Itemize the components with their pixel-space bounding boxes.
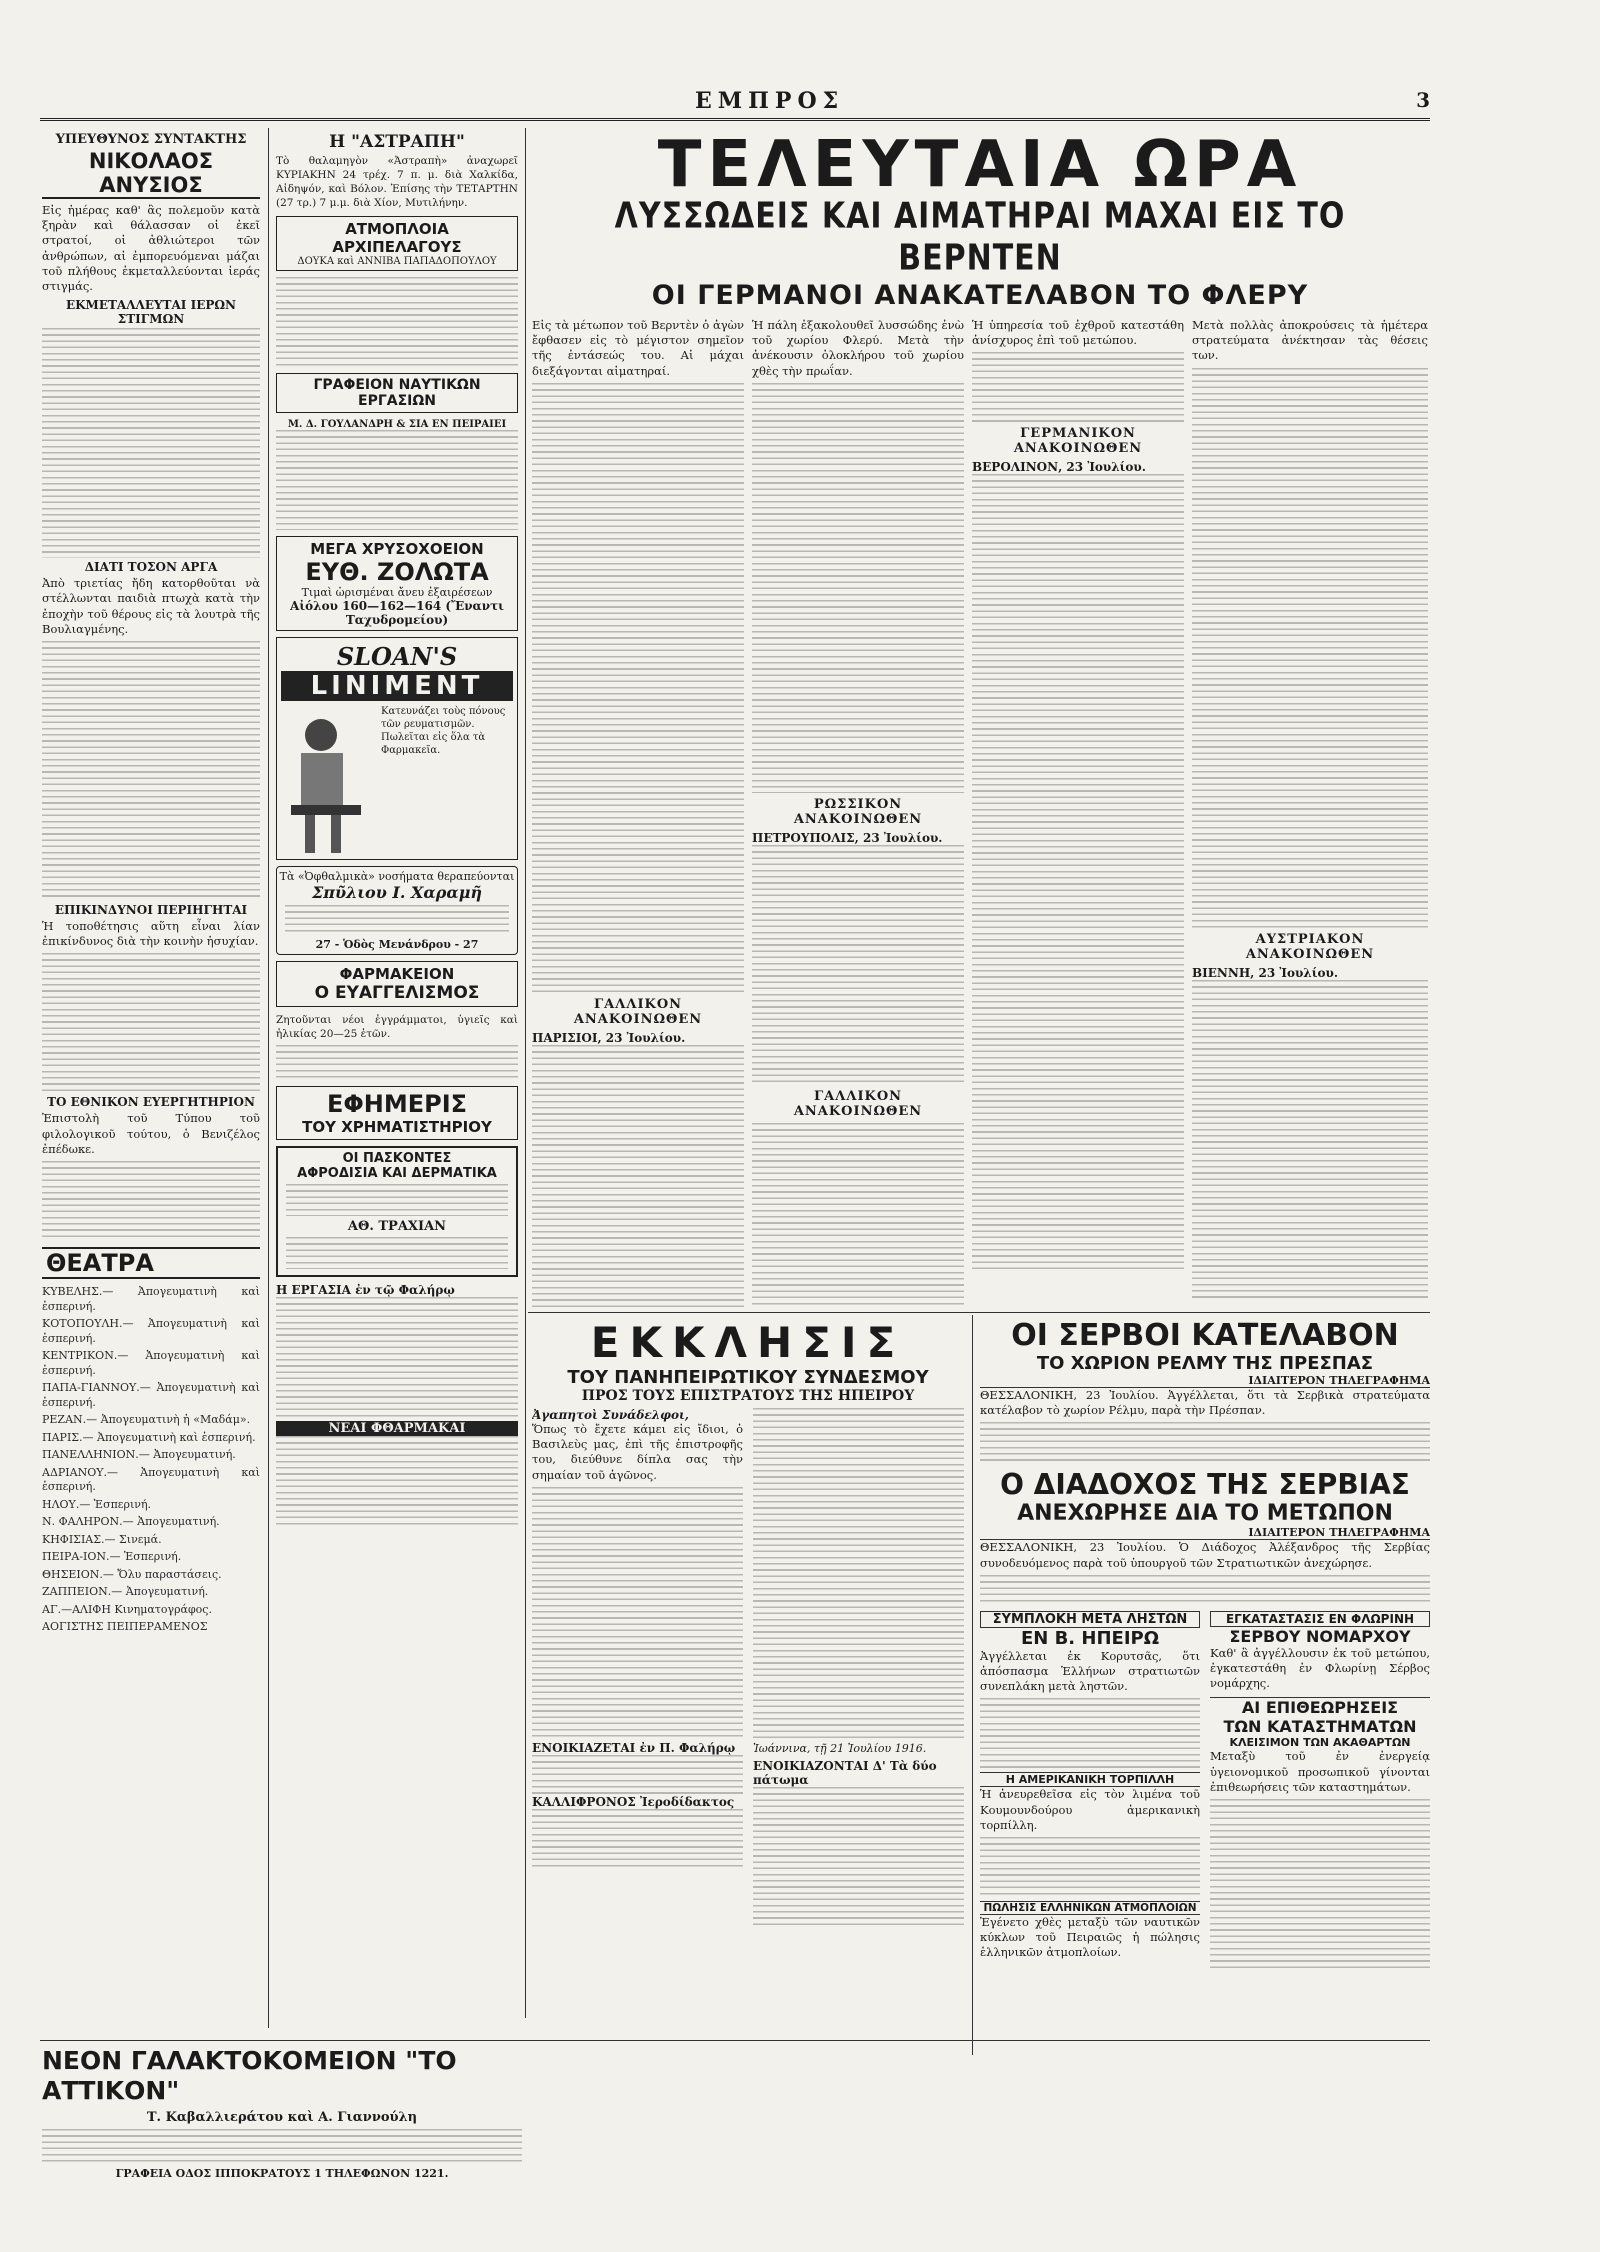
section-rule — [528, 1312, 1430, 1313]
text-block — [276, 1436, 518, 1526]
ad-title: ΜΕΓΑ ΧΡΥΣΟΧΟΕΙΟΝ — [310, 540, 484, 558]
theatre-entry: Ν. ΦΑΛΗΡΟΝ.— Ἀπογευματινή. — [42, 1515, 220, 1529]
theatres-title: ΘΕΑΤΡΑ — [42, 1247, 260, 1279]
ad-box — [276, 536, 518, 631]
ad-text: Τὸ θαλαμηγὸν «Ἀστραπὴ» ἀναχωρεῖ ΚΥΡΙΑΚΗΝ 24 τρέχ. 7 π. μ. διὰ Χαλκίδα, Αἰδηψόν, καὶ Βόλον. Ἐπίσης τὴν ΤΕΤΑΡΤΗΝ (27 τρ.) 7 μ.μ. διὰ Χίον, Μυτιλήνην. — [276, 155, 518, 209]
page-number: 3 — [1416, 88, 1430, 112]
column-rule — [268, 128, 269, 2028]
editor-name: ΝΙΚΟΛΑΟΣ ΑΝΥΣΙΟΣ — [42, 149, 260, 199]
ad-subtitle: Τ. Καβαλλιεράτου καὶ Α. Γιαννούλη — [146, 2110, 418, 2125]
text-block — [752, 1123, 964, 1308]
section-heading: ΓΕΡΜΑΝΙΚΟΝ ΑΝΑΚΟΙΝΩΘΕΝ — [1013, 426, 1143, 457]
article-text: ΘΕΣΣΑΛΟΝΙΚΗ, 23 Ἰουλίου. Ἀγγέλλεται, ὅτι τὰ Σερβικὰ στρατεύματα κατέλαβον τὸ χωρίον Ρέλμυ, παρὰ τὴν Πρέσπαν. — [980, 1388, 1430, 1418]
article-headline: Η ΑΜΕΡΙΚΑΝΙΚΗ ΤΟΡΠΙΛΛΗ — [980, 1772, 1200, 1787]
text-block — [42, 1161, 260, 1241]
ad-title: ΕΦΗΜΕΡΙΣ — [326, 1090, 468, 1118]
right-lower — [980, 1318, 1430, 2033]
ad-subtitle: LINIMENT — [281, 671, 513, 701]
ad-box — [276, 216, 518, 271]
text-block — [1192, 980, 1428, 1300]
galaktokomeion-ad — [42, 2046, 522, 2196]
ad-address: Αἰόλου 160—162—164 (Ἔναντι Ταχυδρομείου) — [290, 599, 504, 627]
text-block — [276, 430, 518, 530]
article-text: Ἐπιστολὴ τοῦ Τύπου τοῦ φιλολογικοῦ τούτου, ὁ Βενιζέλος ἐπέδωκε. — [42, 1111, 260, 1156]
text-block — [276, 277, 518, 367]
ad-title: ΝΕΟΝ ΓΑΛΑΚΤΟΚΟΜΕΙΟΝ "ΤΟ ΑΤΤΙΚΟΝ" — [42, 2046, 457, 2105]
text-block — [532, 1809, 743, 1869]
section-heading: ΡΩΣΣΙΚΟΝ ΑΝΑΚΟΙΝΩΘΕΝ — [793, 796, 923, 827]
article-text: Ἀγγέλλεται ἐκ Κορυτσᾶς, ὅτι ἀπόσπασμα Ἑλλήνων στρατιωτῶν συνεπλάκη μετὰ ληστῶν. — [980, 1648, 1200, 1694]
theatre-entry: ΠΑΠΑ-ΓΙΑΝΝΟΥ.— Ἀπογευματινὴ καὶ ἑσπερινή. — [42, 1381, 260, 1409]
text-block — [286, 1184, 508, 1216]
text-block — [980, 1698, 1200, 1768]
article-headline: ΠΩΛΗΣΙΣ ΕΛΛΗΝΙΚΩΝ ΑΤΜΟΠΛΟΙΩΝ — [980, 1901, 1200, 1915]
headline-3: ΟΙ ΓΕΡΜΑΝΟΙ ΑΝΑΚΑΤΕΛΑΒΟΝ ΤΟ ΦΛΕΡΥ — [651, 280, 1309, 311]
text-block — [1210, 1799, 1430, 1969]
theatre-entry: ΘΗΣΕΙΟΝ.— Ὄλυ παραστάσεις. — [42, 1567, 222, 1581]
theatre-entry: ΠΑΝΕΛΛΗΝΙΟΝ.— Ἀπογευματινή. — [42, 1448, 236, 1462]
article-subheadline: ΤΟ ΧΩΡΙΟΝ ΡΕΛΜΥ ΤΗΣ ΠΡΕΣΠΑΣ — [1036, 1353, 1374, 1374]
dateline: ΒΙΕΝΝΗ, 23 Ἰουλίου. — [1192, 965, 1339, 980]
ad-box — [276, 1146, 518, 1277]
article-heading: ΔΙΑΤΙ ΤΟΣΟΝ ΑΡΓΑ — [84, 560, 218, 575]
ad-subtitle: ΔΟΥΚΑ καὶ ΑΝΝΙΒΑ ΠΑΠΑΔΟΠΟΥΛΟΥ — [297, 256, 497, 267]
article-text: Ὅπως τὸ ἔχετε κάμει εἰς ἴδιοι, ὁ Βασιλεὺς μας, ἐπὶ τῆς ἐπιστροφῆς του, διεύθυνε δίπλα σας τὴν σημαίαν τοῦ ἀγῶνος. — [532, 1422, 743, 1482]
text-block — [972, 352, 1184, 422]
theatre-entry: ΗΛΟΥ.— Ἑσπερινή. — [42, 1497, 152, 1511]
article-subheadline: ΤΩΝ ΚΑΤΑΣΤΗΜΑΤΩΝ — [1223, 1717, 1417, 1737]
main-headlines — [530, 132, 1430, 312]
article-subheadline: ΑΝΕΧΩΡΗΣΕ ΔΙΑ ΤΟ ΜΕΤΩΠΟΝ — [1017, 1501, 1393, 1527]
article-headline: ΕΓΚΑΤΑΣΤΑΣΙΣ ΕΝ ΦΛΩΡΙΝΗ — [1210, 1611, 1430, 1627]
column-rule — [972, 1315, 973, 2055]
theatre-entry: ΚΗΦΙΣΙΑΣ.— Σινεμά. — [42, 1532, 162, 1546]
text-block — [1192, 368, 1428, 928]
text-block — [752, 383, 964, 793]
text-block — [532, 1755, 743, 1795]
article-text: Εἰς ἡμέρας καθ' ἃς πολεμοῦν κατὰ ξηρὰν καὶ θάλασσαν οἱ ἐκεῖ στρατοί, οἱ ἀθλιώτεροι τῶν ἀνθρώπων, αἱ ἐμπορευόμεναι μάζαι τοῦ πλήθους ἐκμεταλλεύονται ἱεράς στιγμάς. — [42, 203, 260, 294]
ad-title: ΑΤΜΟΠΛΟΙΑ ΑΡΧΙΠΕΛΑΓΟΥΣ — [332, 220, 462, 256]
ad-subtitle: ΑΦΡΟΔΙΣΙΑ ΚΑΙ ΔΕΡΜΑΤΙΚΑ — [297, 1166, 497, 1181]
article-text: ΘΕΣΣΑΛΟΝΙΚΗ, 23 Ἰουλίου. Ὁ Διάδοχος Ἀλέξανδρος τῆς Σερβίας συνοδευόμενος παρὰ τοῦ ὑπουργοῦ τῶν Στρατιωτικῶν ἀνεχώρησε. — [980, 1540, 1430, 1570]
article-headline: ΑΙ ΕΠΙΘΕΩΡΗΣΕΙΣ — [1210, 1697, 1430, 1717]
ad-title: ΚΑΛΛΙΦΡΟΝΟΣ Ἰεροδίδακτος — [532, 1794, 735, 1809]
article-text: Ἡ τοποθέτησις αὕτη εἶναι λίαν ἐπικίνδυνος διὰ τὴν κοινὴν ἡσυχίαν. — [42, 919, 260, 949]
article-heading: ΕΚΜΕΤΑΛΛΕΥΤΑΙ ΙΕΡΩΝ ΣΤΙΓΜΩΝ — [65, 298, 237, 327]
ad-title: ΕΝΟΙΚΙΑΖΕΤΑΙ ἐν Π. Φαλήρῳ — [532, 1740, 736, 1755]
text-block — [42, 2129, 522, 2163]
masthead-title: ΕΜΠΡΟΣ — [695, 88, 845, 114]
theatre-entry: ΖΑΠΠΕΙΟΝ.— Ἀπογευματινή. — [42, 1585, 209, 1599]
section-heading: ΓΑΛΛΙΚΟΝ ΑΝΑΚΟΙΝΩΘΕΝ — [793, 1088, 923, 1119]
ad-box — [276, 373, 518, 413]
article-heading: ΕΠΙΚΙΝΔΥΝΟΙ ΠΕΡΙΗΓΗΤΑΙ — [54, 903, 248, 918]
text-block — [42, 641, 260, 901]
article-headline: ΣΥΜΠΛΟΚΗ ΜΕΤΑ ΛΗΣΤΩΝ — [980, 1611, 1200, 1628]
ad-text: Κατευνάζει τοὺς πόνους τῶν ρευματισμῶν. Πωλεῖται εἰς ὅλα τὰ Φαρμακεῖα. — [381, 706, 506, 756]
masthead — [40, 88, 1430, 121]
telegram-label: ΙΔΙΑΙΤΕΡΟΝ ΤΗΛΕΓΡΑΦΗΜΑ — [980, 1374, 1430, 1388]
ad-title: ΓΡΑΦΕΙΟΝ ΝΑΥΤΙΚΩΝ ΕΡΓΑΣΙΩΝ — [313, 377, 481, 409]
article-subheadline: ΣΕΡΒΟΥ ΝΟΜΑΡΧΟΥ — [1229, 1626, 1411, 1646]
signature-date: Ἰωάννινα, τῇ 21 Ἰουλίου 1916. — [753, 1742, 927, 1755]
theatre-entry: ΠΕΙΡΑ-ΙΟΝ.— Ἑσπερινή. — [42, 1550, 182, 1564]
ekklisis-subtitle-2: ΠΡΟΣ ΤΟΥΣ ΕΠΙΣΤΡΑΤΟΥΣ ΤΗΣ ΗΠΕΙΡΟΥ — [581, 1388, 915, 1404]
ad-box-sloan — [276, 637, 518, 860]
article-text: Ἐγένετο χθὲς μεταξὺ τῶν ναυτικῶν κύκλων τοῦ Πειραιῶς ἡ πώλησις ἑλληνικῶν ἀτμοπλοίων. — [980, 1915, 1200, 1960]
ad-name: Ο ΕΥΑΓΓΕΛΙΣΜΟΣ — [314, 983, 480, 1003]
article-text: Ἀπὸ τριετίας ἤδη κατορθοῦται νὰ στέλλωνται παιδιὰ πτωχὰ κατὰ τὴν ἐποχὴν τοῦ θέρους εἰς τὰ λουτρὰ τῆς Βουλιαγμένης. — [42, 576, 260, 636]
ad-title: Η ΕΡΓΑΣΙΑ ἐν τῷ Φαλήρῳ — [276, 1283, 455, 1297]
bottom-rule — [40, 2040, 1430, 2041]
text-block — [276, 1297, 518, 1417]
article-text: Ἡ ὑπηρεσία τοῦ ἐχθροῦ κατεστάθη ἀνίσχυρος ἐπὶ τοῦ μετώπου. — [972, 318, 1184, 348]
ad-address: 27 - Ὁδὸς Μενάνδρου - 27 — [315, 938, 479, 951]
ad-title: ΕΝΟΙΚΙΑΖΟΝΤΑΙ Δ' Τὰ δύο πάτωμα — [753, 1759, 937, 1787]
ad-text: Τιμαὶ ὡρισμέναι ἄνευ ἐξαιρέσεων — [301, 586, 493, 599]
text-block — [980, 1575, 1430, 1605]
ad-title: ΦΑΡΜΑΚΕΙΟΝ — [339, 965, 455, 983]
text-block — [42, 953, 260, 1093]
article-text: Εἰς τὰ μέτωπον τοῦ Βερντὲν ὁ ἀγὼν ἔφθασεν εἰς τὸ μέγιστον σημεῖον τῆς ἐντάσεώς του. Αἱ μάχαι διεξάγονται αἱματηραί. — [532, 318, 744, 378]
text-block — [276, 1045, 518, 1080]
theatre-entry: ΚΕΝΤΡΙΚΟΝ.— Ἀπογευματινὴ καὶ ἑσπερινή. — [42, 1349, 260, 1377]
headline-2: ΛΥΣΣΩΔΕΙΣ ΚΑΙ ΑΙΜΑΤΗΡΑΙ ΜΑΧΑΙ ΕΙΣ ΤΟ ΒΕΡΝΤΕΝ — [614, 195, 1346, 279]
telegram-label: ΙΔΙΑΙΤΕΡΟΝ ΤΗΛΕΓΡΑΦΗΜΑ — [980, 1526, 1430, 1540]
main-col-4 — [1192, 318, 1428, 1308]
theatre-entry: ΑΟΓΙΣΤΗΣ ΠΕΙΠΕΡΑΜΕΝΟΣ — [42, 1620, 208, 1634]
dateline: ΒΕΡΟΛΙΝΟΝ, 23 Ἰουλίου. — [972, 460, 1146, 475]
man-illustration-icon — [281, 705, 377, 855]
theatre-entry: ΑΔΡΙΑΝΟΥ.— Ἀπογευματινὴ καὶ ἑσπερινή. — [42, 1465, 260, 1494]
editor-label: ΥΠΕΥΘΥΝΟΣ ΣΥΝΤΑΚΤΗΣ — [55, 132, 247, 147]
dateline: ΠΑΡΙΣΙΟΙ, 23 Ἰουλίου. — [532, 1030, 686, 1045]
ad-name: Σπῦλιου Ι. Χαραμῆ — [311, 883, 483, 902]
article-text: Ἡ ἀνευρεθεῖσα εἰς τὸν λιμένα τοῦ Κουμουνδούρου ἀμερικανικὴ τορπίλλη. — [980, 1787, 1200, 1832]
dateline: ΠΕΤΡΟΥΠΟΛΙΣ, 23 Ἰουλίου. — [752, 830, 943, 845]
salutation: Ἀγαπητοὶ Συνάδελφοι, — [532, 1408, 689, 1422]
text-block — [980, 1837, 1200, 1897]
column-rule — [525, 128, 526, 2018]
article-text: Ἡ πάλη ἐξακολουθεῖ λυσσώδης ἐνὼ τοῦ χωρίου Φλερύ. Μετὰ τὴν ἀνέκουσιν ὁλοκλήρου τοῦ χωρίου χθὲς τὴν πρωΐαν. — [752, 318, 964, 378]
ad-address: ΓΡΑΦΕΙΑ ΟΔΟΣ ΙΠΠΟΚΡΑΤΟΥΣ 1 ΤΗΛΕΦΩΝΟΝ 1221. — [115, 2167, 449, 2180]
article-headline: Ο ΔΙΑΔΟΧΟΣ ΤΗΣ ΣΕΡΒΙΑΣ — [1000, 1468, 1410, 1502]
text-block — [532, 1045, 744, 1308]
ad-title: Η "ΑΣΤΡΑΠΗ" — [329, 132, 465, 152]
ad-title: Τὰ «Ὀφθαλμικὰ» νοσήματα θεραπεύονται — [279, 870, 515, 883]
article-subheadline-2: ΚΛΕΙΣΙΜΟΝ ΤΩΝ ΑΚΑΘΑΡΤΩΝ — [1229, 1736, 1411, 1750]
ekklisis-subtitle: ΤΟΥ ΠΑΝΗΠΕΙΡΩΤΙΚΟΥ ΣΥΝΔΕΣΜΟΥ — [567, 1367, 929, 1388]
article-heading: ΤΟ ΕΘΝΙΚΟΝ ΕΥΕΡΓΗΤΗΡΙΟΝ — [47, 1095, 255, 1110]
theatre-entry: ΠΑΡΙΣ.— Ἀπογευματινὴ καὶ ἑσπερινή. — [42, 1430, 256, 1444]
text-block — [753, 1787, 964, 1927]
text-block — [286, 1237, 508, 1269]
theatre-entry: ΚΟΤΟΠΟΥΛΗ.— Ἀπογευματινὴ καὶ ἑσπερινή. — [42, 1317, 260, 1345]
article-headline: ΟΙ ΣΕΡΒΟΙ ΚΑΤΕΛΑΒΟΝ — [1011, 1318, 1399, 1353]
ekklisis-article — [532, 1318, 964, 2033]
ad-subtitle: Μ. Δ. ΓΟΥΛΑΝΔΡΗ & ΣΙΑ ΕΝ ΠΕΙΡΑΙΕΙ — [287, 419, 507, 430]
ad-text: Ζητοῦνται νέοι ἐγγράμματοι, ὑγιεῖς καὶ ἡλικίας 20—25 ἐτῶν. — [276, 1014, 518, 1040]
theatre-entry: ΚΥΒΕΛΗΣ.— Ἀπογευματινὴ καὶ ἑσπερινή. — [42, 1285, 260, 1313]
text-block — [752, 845, 964, 1085]
ad-subtitle: ΤΟΥ ΧΡΗΜΑΤΙΣΤΗΡΙΟΥ — [302, 1118, 492, 1136]
ad-title: ΟΙ ΠΑΣΚΟΝΤΕΣ — [342, 1151, 452, 1166]
text-block — [753, 1408, 964, 1738]
text-block — [972, 474, 1184, 1274]
headline: ΤΕΛΕΥΤΑΙΑ ΩΡΑ — [657, 132, 1303, 202]
main-col-3 — [972, 318, 1184, 1308]
text-block — [980, 1422, 1430, 1462]
ekklisis-title: ΕΚΚΛΗΣΙΣ — [590, 1318, 906, 1367]
article-text: Μετὰ πολλὰς ἀποκρούσεις τὰ ἡμέτερα στρατεύματα ἀνέκτησαν τὰς θέσεις των. — [1192, 318, 1428, 363]
theatre-entry: ΑΓ.—ΑΛΙΦΗ Κινηματογράφος. — [42, 1602, 212, 1616]
ad-box — [276, 866, 518, 955]
section-heading: ΑΥΣΤΡΙΑΚΟΝ ΑΝΑΚΟΙΝΩΘΕΝ — [1245, 931, 1375, 962]
ad-title: ΝΕΑΙ ΦΘΑΡΜΑΚΑΙ — [276, 1421, 518, 1436]
left-column — [42, 130, 260, 2025]
theatre-entry: ΡΕΖΑΝ.— Ἀπογευματινὴ ἡ «Μαδάμ». — [42, 1413, 251, 1427]
ad-title: SLOAN'S — [336, 642, 458, 671]
main-col-2 — [752, 318, 964, 1308]
ad-name: ΑΘ. ΤΡΑΧΙΑΝ — [347, 1219, 447, 1234]
ad-name: ΕΥΘ. ΖΟΛΩΤΑ — [305, 558, 489, 586]
ad-box — [276, 1086, 518, 1140]
text-block — [285, 905, 509, 935]
section-heading: ΓΑΛΛΙΚΟΝ ΑΝΑΚΟΙΝΩΘΕΝ — [573, 996, 703, 1027]
ads-column — [276, 130, 518, 2010]
article-text: Μεταξὺ τοῦ ἐν ἐνεργείᾳ ὑγειονομικοῦ προσωπικοῦ γίνονται ἐπιθεωρήσεις τῶν καταστημάτων. — [1210, 1749, 1430, 1794]
main-col-1 — [532, 318, 744, 1308]
ad-box — [276, 961, 518, 1007]
article-subheadline: ΕΝ Β. ΗΠΕΙΡΩ — [1020, 1627, 1160, 1649]
text-block — [532, 383, 744, 993]
text-block — [42, 328, 260, 558]
theatre-list — [42, 1285, 260, 1635]
text-block — [532, 1487, 743, 1737]
article-text: Καθ' ἃ ἀγγέλλουσιν ἐκ τοῦ μετώπου, ἐγκατεστάθη ἐν Φλωρίνῃ Σέρβος νομάρχης. — [1210, 1645, 1430, 1691]
